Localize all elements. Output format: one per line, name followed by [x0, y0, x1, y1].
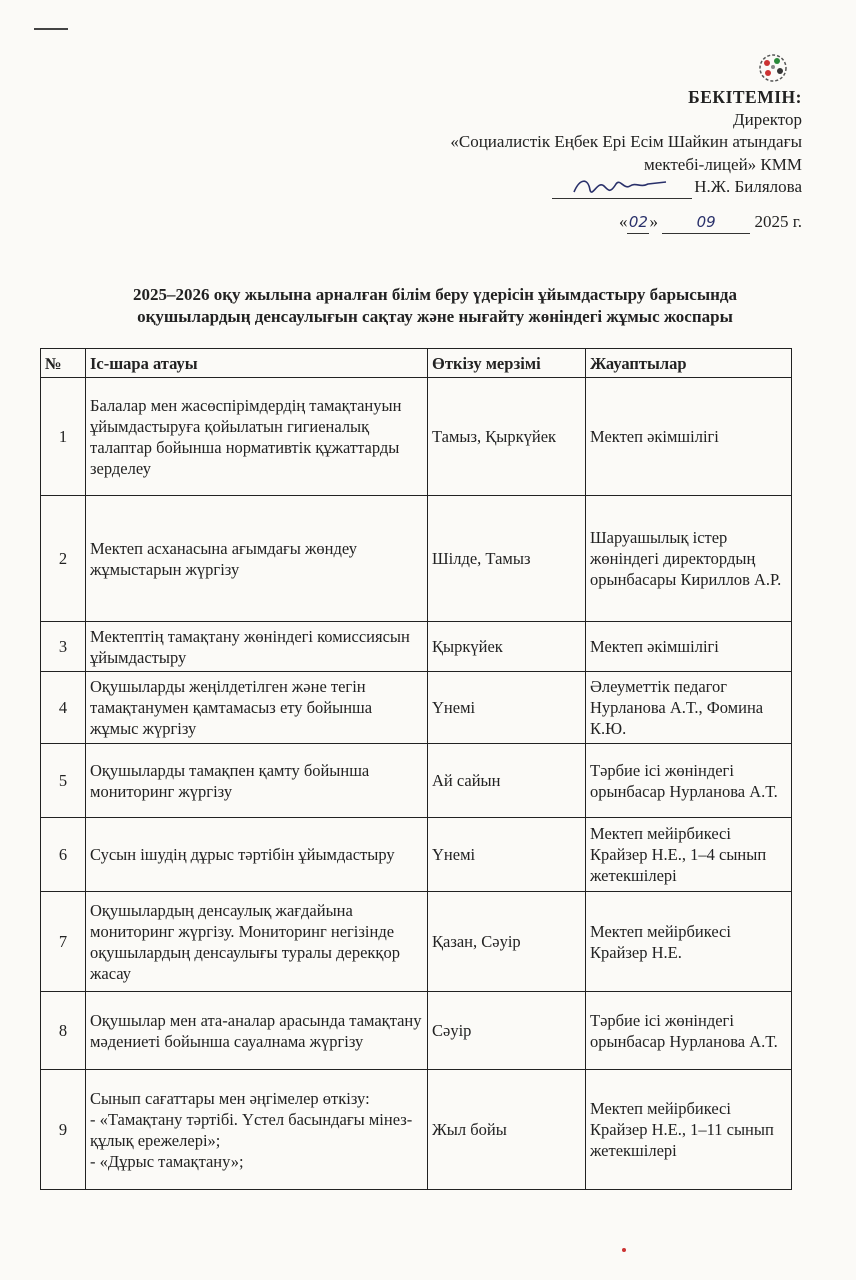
row-responsible: Тәрбие ісі жөніндегі орынбасар Нурланова А.Т.: [586, 992, 792, 1070]
row-period: Сәуір: [428, 992, 586, 1070]
row-num: 6: [41, 818, 86, 892]
row-responsible: Мектеп әкімшілігі: [586, 378, 792, 496]
header-event-name: Іс-шара атауы: [86, 349, 428, 378]
row-event-name: Оқушылардың денсаулық жағдайына мониторинг жүргізу. Мониторинг негізінде оқушылардың денсаулығы туралы дерекқор жасау: [86, 892, 428, 992]
table-row: [41, 744, 792, 818]
table-row: [41, 622, 792, 672]
row-num: 2: [41, 496, 86, 622]
signature-scribble-icon: [570, 172, 680, 202]
table-row: [41, 496, 792, 622]
signatory-name: Н.Ж. Билялова: [694, 177, 802, 196]
table-row: [41, 818, 792, 892]
row-period: Қыркүйек: [428, 622, 586, 672]
scan-artifact-line: [34, 28, 68, 30]
row-responsible: Әлеуметтік педагог Нурланова А.Т., Фомина К.Ю.: [586, 672, 792, 744]
date-year: 2025 г.: [754, 211, 802, 231]
signature-row: [282, 176, 802, 199]
row-event-name: Мектеп асханасына ағымдағы жөндеу жұмыстарын жүргізу: [86, 496, 428, 622]
row-period: Қазан, Сәуір: [428, 892, 586, 992]
row-num: 3: [41, 622, 86, 672]
row-period: Тамыз, Қыркүйек: [428, 378, 586, 496]
date-month: 09: [662, 211, 750, 235]
row-responsible: Тәрбие ісі жөніндегі орынбасар Нурланова А.Т.: [586, 744, 792, 818]
row-responsible: Мектеп мейірбикесі Крайзер Н.Е.: [586, 892, 792, 992]
header-responsible: Жауаптылар: [586, 349, 792, 378]
table-row: [41, 1070, 792, 1190]
row-event-name: [86, 1070, 428, 1190]
row-num: 8: [41, 992, 86, 1070]
table-row: [41, 672, 792, 744]
school-emblem-icon: [756, 50, 790, 86]
row-event-line: Сынып сағаттары мен әңгімелер өткізу:: [90, 1088, 370, 1108]
table-row: [41, 378, 792, 496]
table-row: [41, 892, 792, 992]
document-title: [40, 284, 830, 328]
header-period: Өткізу мерзімі: [428, 349, 586, 378]
approval-position: Директор: [733, 109, 802, 129]
row-event-name: Балалар мен жасөспірімдердің тамақтануын ұйымдастыруға қойылатын гигиеналық талаптар бойынша нормативтік құжаттарды зерделеу: [86, 378, 428, 496]
row-responsible: Мектеп әкімшілігі: [586, 622, 792, 672]
row-responsible: Мектеп мейірбикесі Крайзер Н.Е., 1–11 сынып жетекшілері: [586, 1070, 792, 1190]
row-period: Үнемі: [428, 818, 586, 892]
signature-line: [552, 180, 692, 199]
header-num: №: [41, 349, 86, 378]
title-line2: оқушылардың денсаулығын сақтау және нығайту жөніндегі жұмыс жоспары: [137, 307, 733, 326]
date-day: 02: [627, 211, 649, 235]
row-event-line: - «Дұрыс тамақтану»;: [90, 1151, 244, 1171]
row-event-name: Оқушылар мен ата-аналар арасында тамақтану мәдениеті бойынша сауалнама жүргізу: [86, 992, 428, 1070]
row-event-name: Оқушыларды тамақпен қамту бойынша мониторинг жүргізу: [86, 744, 428, 818]
row-responsible: Мектеп мейірбикесі Крайзер Н.Е., 1–4 сынып жетекшілері: [586, 818, 792, 892]
row-num: 4: [41, 672, 86, 744]
approval-org-line1: «Социалистік Еңбек Ері Есім Шайкин атындағы: [450, 132, 802, 151]
approval-org-line2: мектебі-лицей» КММ: [644, 154, 802, 174]
row-event-name: Сусын ішудің дұрыс тәртібін ұйымдастыру: [86, 818, 428, 892]
table-header-row: [41, 349, 792, 378]
row-period: Үнемі: [428, 672, 586, 744]
row-event-name: Мектептің тамақтану жөніндегі комиссиясын ұйымдастыру: [86, 622, 428, 672]
scan-dot-artifact: [622, 1248, 626, 1252]
row-num: 9: [41, 1070, 86, 1190]
title-line1: 2025–2026 оқу жылына арналған білім беру үдерісін ұйымдастыру барысында: [132, 285, 738, 304]
row-num: 5: [41, 744, 86, 818]
row-period: Шілде, Тамыз: [428, 496, 586, 622]
approval-date: «02» 09 2025 г.: [282, 211, 802, 235]
plan-table: [40, 348, 792, 1190]
row-event-line: - «Тамақтану тәртібі. Үстел басындағы мінез-құлық ережелері»;: [90, 1109, 413, 1150]
row-responsible: Шаруашылық істер жөніндегі директордың орынбасары Кириллов А.Р.: [586, 496, 792, 622]
row-num: 1: [41, 378, 86, 496]
row-period: Ай сайын: [428, 744, 586, 818]
row-period: Жыл бойы: [428, 1070, 586, 1190]
row-event-name: Оқушыларды жеңілдетілген және тегін тамақтанумен қамтамасыз ету бойынша жұмыс жүргізу: [86, 672, 428, 744]
row-num: 7: [41, 892, 86, 992]
approval-heading: БЕКІТЕМІН:: [688, 87, 802, 107]
table-row: [41, 992, 792, 1070]
approval-block: [282, 86, 802, 234]
